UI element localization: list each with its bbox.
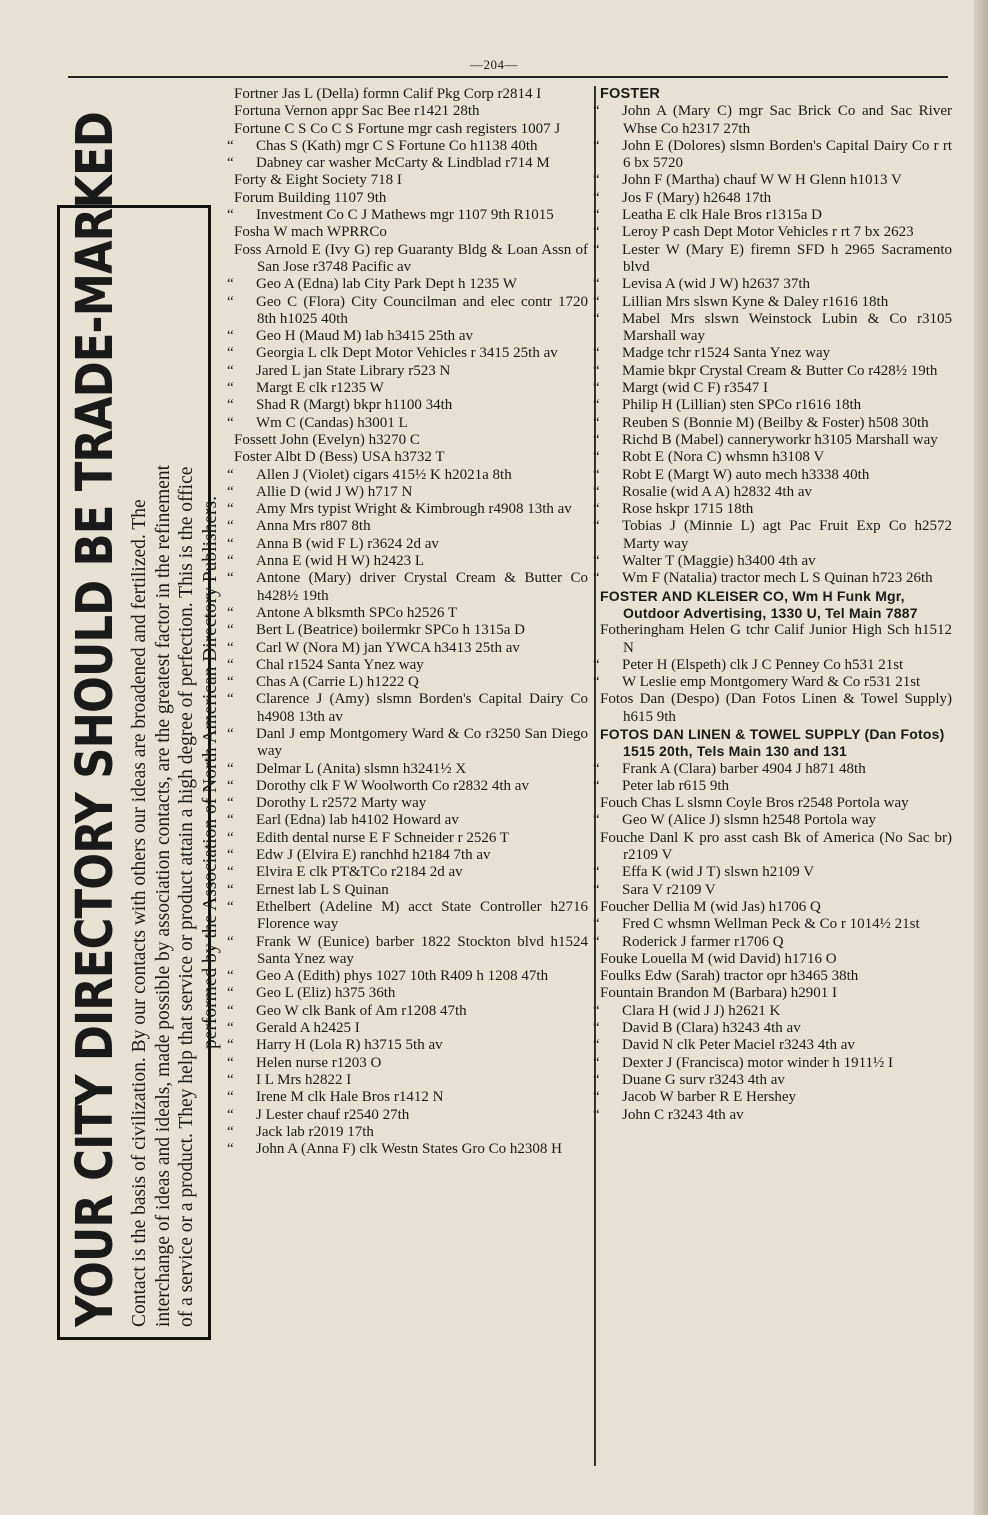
ditto-mark: “ bbox=[227, 535, 234, 552]
directory-entry bbox=[227, 570, 588, 605]
entry-text: Elvira E clk PT&TCo r2184 2d av bbox=[256, 864, 463, 881]
entry-text: Anna Mrs r807 8th bbox=[256, 518, 371, 535]
entry-text: Bert L (Beatrice) boilermkr SPCo h 1315a D bbox=[256, 622, 525, 639]
entry-text: Earl (Edna) lab h4102 Howard av bbox=[256, 812, 459, 829]
directory-entry bbox=[593, 812, 952, 829]
entry-text: I L Mrs h2822 I bbox=[256, 1071, 352, 1088]
directory-entry bbox=[227, 604, 588, 622]
directory-entry bbox=[593, 293, 952, 311]
entry-text: John A (Mary C) mgr Sac Brick Co and Sac River Whse Co h2317 27th bbox=[622, 103, 952, 137]
ditto-mark: “ bbox=[227, 518, 234, 535]
entry-text: John E (Dolores) slsmn Borden's Capital Dairy Co r rt 6 bx 5720 bbox=[622, 137, 952, 172]
entry-text: Peter lab r615 9th bbox=[622, 777, 730, 794]
entry-text: John A (Anna F) clk Westn States Gro Co h2308 H bbox=[256, 1141, 563, 1158]
directory-entry bbox=[593, 397, 952, 414]
directory-entry bbox=[227, 155, 588, 172]
directory-entry: Fouch Chas L slsmn Coyle Bros r2548 Portola way bbox=[600, 795, 909, 812]
entry-text: Harry H (Lola R) h3715 5th av bbox=[256, 1037, 443, 1054]
entry-text: Geo C (Flora) City Councilman and elec contr 1720 8th h1025 40th bbox=[256, 293, 588, 327]
directory-entry bbox=[227, 985, 588, 1002]
entry-text: Margt (wid C F) r3547 I bbox=[622, 380, 768, 397]
ditto-mark: “ bbox=[227, 276, 234, 293]
directory-entry: Fortner Jas L (Della) formn Calif Pkg Corp r2814 I bbox=[234, 86, 542, 102]
entry-text: Antone A blksmth SPCo h2526 T bbox=[256, 604, 458, 621]
ditto-mark: “ bbox=[593, 1089, 600, 1106]
entry-text: Reuben S (Bonnie M) (Beilby & Foster) h508 30th bbox=[622, 414, 929, 431]
ditto-mark: “ bbox=[593, 1020, 600, 1037]
directory-entry bbox=[593, 570, 952, 587]
entry-text: Georgia L clk Dept Motor Vehicles r 3415 25th av bbox=[256, 345, 558, 362]
directory-entry bbox=[227, 674, 588, 691]
entry-text: Jos F (Mary) h2648 17th bbox=[622, 189, 772, 206]
directory-entry: Fossett John (Evelyn) h3270 C bbox=[234, 431, 420, 448]
directory-entry bbox=[227, 933, 588, 969]
entry-text: Jacob W barber R E Hershey bbox=[622, 1089, 796, 1106]
entry-text: Roderick J farmer r1706 Q bbox=[622, 933, 784, 950]
ditto-mark: “ bbox=[227, 691, 234, 708]
directory-entry bbox=[227, 639, 588, 657]
ditto-mark: “ bbox=[593, 812, 600, 829]
directory-entry bbox=[227, 483, 588, 501]
entry-text: Allie D (wid J W) h717 N bbox=[256, 483, 413, 500]
entry-text: Antone (Mary) driver Crystal Cream & Butter Co h428½ 19th bbox=[256, 570, 588, 604]
entry-text: Dabney car washer McCarty & Lindblad r714 M bbox=[256, 155, 550, 172]
directory-entry bbox=[227, 276, 588, 293]
entry-text: Ernest lab L S Quinan bbox=[256, 881, 389, 898]
entry-text: Delmar L (Anita) slsmn h3241½ X bbox=[256, 760, 467, 777]
business-listing: FOTOS DAN LINEN & TOWEL SUPPLY (Dan Fotos) 1515 20th, Tels Main 130 and 131 bbox=[600, 725, 945, 760]
entry-text: Jack lab r2019 17th bbox=[256, 1123, 374, 1140]
ditto-mark: “ bbox=[227, 760, 234, 777]
directory-entry bbox=[227, 1054, 588, 1072]
entry-text: Edith dental nurse E F Schneider r 2526 T bbox=[256, 829, 510, 846]
directory-entry bbox=[593, 881, 952, 899]
directory-entry bbox=[593, 241, 952, 277]
directory-entry bbox=[227, 829, 588, 847]
directory-entry bbox=[227, 553, 588, 570]
directory-entry: Fortune C S Co C S Fortune mgr cash registers 1007 J bbox=[234, 120, 561, 137]
ditto-mark: “ bbox=[227, 1106, 234, 1123]
ditto-mark: “ bbox=[593, 207, 600, 224]
entry-text: David N clk Peter Maciel r3243 4th av bbox=[622, 1037, 855, 1054]
entry-text: Chas S (Kath) mgr C S Fortune Co h1138 40th bbox=[256, 137, 538, 154]
ditto-mark: “ bbox=[227, 933, 234, 950]
entry-text: Geo L (Eliz) h375 36th bbox=[256, 985, 396, 1002]
directory-entry: Fotos Dan (Despo) (Dan Fotos Linen & Towel Supply) h615 9th bbox=[600, 691, 952, 725]
entry-text: W Leslie emp Montgomery Ward & Co r531 21st bbox=[622, 674, 921, 691]
directory-entry bbox=[593, 449, 952, 466]
directory-entry bbox=[593, 380, 952, 397]
entry-text: Chas A (Carrie L) h1222 Q bbox=[256, 674, 419, 691]
directory-entry bbox=[227, 518, 588, 535]
entry-text: Madge tchr r1524 Santa Ynez way bbox=[622, 345, 831, 362]
entry-text: Fred C whsmn Wellman Peck & Co r 1014½ 21st bbox=[622, 916, 920, 933]
ditto-mark: “ bbox=[593, 570, 600, 587]
directory-entry bbox=[227, 812, 588, 829]
ditto-mark: “ bbox=[593, 518, 600, 535]
directory-entry bbox=[593, 777, 952, 795]
directory-entry bbox=[593, 1054, 952, 1072]
ditto-mark: “ bbox=[593, 276, 600, 293]
directory-entry bbox=[593, 276, 952, 293]
entry-text: Anna B (wid F L) r3624 2d av bbox=[256, 535, 439, 552]
ditto-mark: “ bbox=[227, 1054, 234, 1071]
directory-entry bbox=[593, 137, 952, 173]
directory-entry bbox=[227, 1071, 588, 1089]
entry-text: Geo W clk Bank of Am r1208 47th bbox=[256, 1002, 467, 1019]
directory-entry bbox=[593, 224, 952, 241]
directory-entry bbox=[227, 397, 588, 414]
ditto-mark: “ bbox=[593, 1037, 600, 1054]
ditto-mark: “ bbox=[593, 881, 600, 898]
directory-entry bbox=[227, 691, 588, 726]
directory-entry bbox=[227, 777, 588, 795]
ditto-mark: “ bbox=[593, 1071, 600, 1088]
ditto-mark: “ bbox=[593, 103, 600, 120]
directory-entry bbox=[227, 725, 588, 761]
directory-entry bbox=[227, 1037, 588, 1054]
entry-text: Sara V r2109 V bbox=[622, 881, 716, 898]
ditto-mark: “ bbox=[593, 431, 600, 448]
directory-entry bbox=[593, 656, 952, 674]
entry-text: Tobias J (Minnie L) agt Pac Fruit Exp Co h2572 Marty way bbox=[622, 518, 952, 552]
ditto-mark: “ bbox=[227, 898, 234, 915]
directory-entry bbox=[593, 362, 952, 380]
entry-text: John F (Martha) chauf W W H Glenn h1013 V bbox=[622, 172, 902, 189]
ditto-mark: “ bbox=[227, 207, 234, 224]
directory-entry bbox=[227, 293, 588, 329]
ditto-mark: “ bbox=[227, 553, 234, 570]
advertisement-headline: YOUR CITY DIRECTORY SHOULD BE TRADE-MARKED bbox=[66, 112, 125, 1327]
ditto-mark: “ bbox=[593, 224, 600, 241]
ditto-mark: “ bbox=[593, 483, 600, 500]
directory-entry bbox=[227, 760, 588, 778]
directory-entry bbox=[593, 553, 952, 570]
directory-entry bbox=[227, 1123, 588, 1141]
entry-text: Mamie bkpr Crystal Cream & Butter Co r428½ 19th bbox=[622, 362, 938, 379]
ditto-mark: “ bbox=[227, 829, 234, 846]
left-listing-column bbox=[227, 86, 588, 1158]
entry-text: David B (Clara) h3243 4th av bbox=[622, 1020, 801, 1037]
directory-entry: Fouche Danl K pro asst cash Bk of America (No Sac br) r2109 V bbox=[600, 829, 952, 864]
advertisement-line: Contact is the basis of civilization. By our contacts with others our ideas are broadened and fertilized. The bbox=[129, 499, 150, 1327]
directory-entry bbox=[593, 674, 952, 691]
entry-text: Allen J (Violet) cigars 415½ K h2021a 8th bbox=[256, 466, 512, 483]
ditto-mark: “ bbox=[227, 362, 234, 379]
ditto-mark: “ bbox=[593, 397, 600, 414]
advertisement-line: performed by the Association of North American Directory Publishers. bbox=[199, 496, 221, 1049]
ditto-mark: “ bbox=[593, 674, 600, 691]
directory-entry: Forty & Eight Society 718 I bbox=[234, 172, 402, 189]
surname-heading: FOSTER bbox=[600, 86, 661, 102]
directory-entry: Fountain Brandon M (Barbara) h2901 I bbox=[600, 985, 838, 1002]
directory-entry bbox=[593, 518, 952, 553]
directory-entry bbox=[227, 207, 588, 224]
directory-entry: Foss Arnold E (Ivy G) rep Guaranty Bldg & Loan Assn of San Jose r3748 Pacific av bbox=[234, 241, 588, 275]
entry-text: Walter T (Maggie) h3400 4th av bbox=[622, 553, 816, 570]
page-number: —204— bbox=[470, 57, 518, 72]
ditto-mark: “ bbox=[227, 1037, 234, 1054]
directory-entry: Fotheringham Helen G tchr Calif Junior High Sch h1512 N bbox=[600, 622, 952, 656]
page-edge bbox=[974, 0, 988, 1515]
entry-text: Wm C (Candas) h3001 L bbox=[256, 414, 408, 431]
entry-text: Geo A (Edna) lab City Park Dept h 1235 W bbox=[256, 276, 517, 293]
entry-text: Effa K (wid J T) slswn h2109 V bbox=[622, 864, 815, 881]
ditto-mark: “ bbox=[593, 449, 600, 466]
directory-entry bbox=[227, 1089, 588, 1106]
entry-text: Geo H (Maud M) lab h3415 25th av bbox=[256, 328, 474, 345]
entry-text: Robt E (Nora C) whsmn h3108 V bbox=[622, 449, 825, 466]
entry-text: Margt E clk r1235 W bbox=[256, 380, 384, 397]
directory-entry bbox=[593, 483, 952, 501]
ditto-mark: “ bbox=[593, 362, 600, 379]
ditto-mark: “ bbox=[593, 760, 600, 777]
ditto-mark: “ bbox=[227, 483, 234, 500]
directory-entry bbox=[227, 501, 588, 518]
ditto-mark: “ bbox=[227, 570, 234, 587]
ditto-mark: “ bbox=[593, 864, 600, 881]
ditto-mark: “ bbox=[593, 380, 600, 397]
ditto-mark: “ bbox=[227, 1002, 234, 1019]
entry-text: Carl W (Nora M) jan YWCA h3413 25th av bbox=[256, 639, 520, 656]
entry-text: Helen nurse r1203 O bbox=[256, 1054, 382, 1071]
entry-text: Levisa A (wid J W) h2637 37th bbox=[622, 276, 811, 293]
ditto-mark: “ bbox=[593, 553, 600, 570]
ditto-mark: “ bbox=[227, 414, 234, 431]
directory-entry bbox=[227, 137, 588, 155]
directory-entry bbox=[593, 864, 952, 881]
directory-entry bbox=[593, 207, 952, 224]
entry-text: Philip H (Lillian) sten SPCo r1616 18th bbox=[622, 397, 862, 414]
top-rule bbox=[68, 76, 948, 78]
ditto-mark: “ bbox=[593, 501, 600, 518]
ditto-mark: “ bbox=[227, 674, 234, 691]
directory-entry bbox=[593, 1106, 952, 1124]
directory-entry: Foster Albt D (Bess) USA h3732 T bbox=[234, 449, 445, 466]
entry-text: Mabel Mrs slswn Weinstock Lubin & Co r3105 Marshall way bbox=[622, 310, 952, 345]
right-listing-column bbox=[593, 86, 952, 1124]
ditto-mark: “ bbox=[227, 1071, 234, 1088]
ditto-mark: “ bbox=[593, 310, 600, 327]
entry-text: Anna E (wid H W) h2423 L bbox=[256, 553, 425, 570]
directory-entry bbox=[227, 466, 588, 484]
ditto-mark: “ bbox=[593, 916, 600, 933]
directory-entry bbox=[227, 656, 588, 674]
ditto-mark: “ bbox=[227, 795, 234, 812]
ditto-mark: “ bbox=[227, 397, 234, 414]
directory-entry bbox=[227, 898, 588, 934]
directory-entry bbox=[593, 189, 952, 207]
directory-entry bbox=[227, 1020, 588, 1037]
directory-entry bbox=[593, 466, 952, 484]
entry-text: Peter H (Elspeth) clk J C Penney Co h531 21st bbox=[622, 656, 904, 673]
entry-text: John C r3243 4th av bbox=[622, 1106, 744, 1123]
ditto-mark: “ bbox=[593, 1054, 600, 1071]
directory-entry bbox=[593, 103, 952, 138]
ditto-mark: “ bbox=[227, 968, 234, 985]
directory-entry bbox=[593, 1089, 952, 1106]
ditto-mark: “ bbox=[227, 622, 234, 639]
ditto-mark: “ bbox=[227, 639, 234, 656]
directory-entry bbox=[227, 414, 588, 432]
ditto-mark: “ bbox=[227, 328, 234, 345]
directory-entry: Forum Building 1107 9th bbox=[234, 189, 387, 206]
directory-entry bbox=[593, 1071, 952, 1089]
ditto-mark: “ bbox=[593, 241, 600, 258]
directory-entry bbox=[593, 760, 952, 778]
ditto-mark: “ bbox=[227, 155, 234, 172]
ditto-mark: “ bbox=[593, 345, 600, 362]
entry-text: Irene M clk Hale Bros r1412 N bbox=[256, 1089, 444, 1106]
ditto-mark: “ bbox=[227, 985, 234, 1002]
directory-entry: Foucher Dellia M (wid Jas) h1706 Q bbox=[600, 898, 821, 915]
ditto-mark: “ bbox=[227, 1089, 234, 1106]
ditto-mark: “ bbox=[227, 864, 234, 881]
ditto-mark: “ bbox=[227, 656, 234, 673]
directory-entry bbox=[227, 535, 588, 553]
entry-text: Chal r1524 Santa Ynez way bbox=[256, 656, 424, 673]
directory-entry bbox=[593, 1002, 952, 1020]
entry-text: Ethelbert (Adeline M) acct State Controller h2716 Florence way bbox=[256, 898, 588, 933]
entry-text: Leroy P cash Dept Motor Vehicles r rt 7 bx 2623 bbox=[622, 224, 914, 241]
ditto-mark: “ bbox=[227, 881, 234, 898]
entry-text: Dorothy L r2572 Marty way bbox=[256, 795, 427, 812]
directory-entry bbox=[227, 622, 588, 639]
directory-entry: Foulks Edw (Sarah) tractor opr h3465 38th bbox=[600, 968, 859, 985]
directory-entry bbox=[593, 916, 952, 933]
ditto-mark: “ bbox=[227, 604, 234, 621]
entry-text: Wm F (Natalia) tractor mech L S Quinan h723 26th bbox=[622, 570, 933, 587]
directory-entry bbox=[593, 414, 952, 432]
ditto-mark: “ bbox=[593, 1002, 600, 1019]
entry-text: Amy Mrs typist Wright & Kimbrough r4908 13th av bbox=[256, 501, 572, 518]
ditto-mark: “ bbox=[593, 293, 600, 310]
entry-text: Dorothy clk F W Woolworth Co r2832 4th av bbox=[256, 777, 529, 794]
entry-text: Jared L jan State Library r523 N bbox=[256, 362, 451, 379]
ditto-mark: “ bbox=[593, 466, 600, 483]
directory-entry bbox=[227, 968, 588, 985]
directory-entry bbox=[593, 501, 952, 518]
directory-entry bbox=[593, 431, 952, 449]
ditto-mark: “ bbox=[227, 847, 234, 864]
ditto-mark: “ bbox=[593, 656, 600, 673]
entry-text: Frank W (Eunice) barber 1822 Stockton blvd h1524 Santa Ynez way bbox=[256, 933, 588, 967]
directory-entry: Fosha W mach WPRRCo bbox=[234, 224, 387, 241]
directory-entry: Fouke Louella M (wid David) h1716 O bbox=[600, 950, 837, 967]
ditto-mark: “ bbox=[593, 414, 600, 431]
directory-entry bbox=[227, 864, 588, 881]
ditto-mark: “ bbox=[227, 725, 234, 742]
entry-text: Rose hskpr 1715 18th bbox=[622, 501, 754, 518]
ditto-mark: “ bbox=[227, 380, 234, 397]
directory-entry bbox=[227, 795, 588, 812]
entry-text: Duane G surv r3243 4th av bbox=[622, 1071, 785, 1088]
directory-entry bbox=[227, 380, 588, 397]
entry-text: Frank A (Clara) barber 4904 J h871 48th bbox=[622, 760, 866, 777]
directory-entry bbox=[593, 933, 952, 951]
ditto-mark: “ bbox=[593, 933, 600, 950]
directory-entry bbox=[227, 881, 588, 899]
entry-text: Robt E (Margt W) auto mech h3338 40th bbox=[622, 466, 870, 483]
ditto-mark: “ bbox=[227, 345, 234, 362]
entry-text: Lester W (Mary E) firemn SFD h 2965 Sacramento blvd bbox=[622, 241, 952, 275]
ditto-mark: “ bbox=[593, 137, 600, 154]
ditto-mark: “ bbox=[227, 812, 234, 829]
entry-text: Clarence J (Amy) slsmn Borden's Capital Dairy Co h4908 13th av bbox=[256, 691, 588, 725]
directory-entry bbox=[593, 310, 952, 346]
advertisement-body bbox=[128, 218, 222, 1327]
entry-text: J Lester chauf r2540 27th bbox=[256, 1106, 410, 1123]
ditto-mark: “ bbox=[227, 1123, 234, 1140]
entry-text: Danl J emp Montgomery Ward & Co r3250 San Diego way bbox=[256, 725, 588, 760]
ditto-mark: “ bbox=[593, 189, 600, 206]
ditto-mark: “ bbox=[227, 1020, 234, 1037]
ditto-mark: “ bbox=[227, 137, 234, 154]
directory-entry bbox=[227, 328, 588, 345]
entry-text: Shad R (Margt) bkpr h1100 34th bbox=[256, 397, 453, 414]
ditto-mark: “ bbox=[227, 501, 234, 518]
directory-entry bbox=[227, 1141, 588, 1158]
directory-entry bbox=[593, 172, 952, 189]
advertisement-line: of a service or a product. They help that service or product attain a high degree of perfection. This is the office bbox=[176, 466, 197, 1327]
directory-entry bbox=[227, 847, 588, 864]
directory-entry bbox=[593, 1020, 952, 1037]
ditto-mark: “ bbox=[593, 777, 600, 794]
ditto-mark: “ bbox=[227, 466, 234, 483]
ditto-mark: “ bbox=[227, 293, 234, 310]
directory-entry bbox=[593, 345, 952, 362]
entry-text: Gerald A h2425 I bbox=[256, 1020, 360, 1037]
business-listing: FOSTER AND KLEISER CO, Wm H Funk Mgr, Outdoor Advertising, 1330 U, Tel Main 7887 bbox=[600, 587, 918, 621]
ditto-mark: “ bbox=[227, 777, 234, 794]
directory-entry: Fortuna Vernon appr Sac Bee r1421 28th bbox=[234, 103, 480, 120]
directory-entry bbox=[227, 362, 588, 380]
directory-entry bbox=[227, 345, 588, 362]
entry-text: Lillian Mrs slswn Kyne & Daley r1616 18th bbox=[622, 293, 889, 310]
entry-text: Geo W (Alice J) slsmn h2548 Portola way bbox=[622, 812, 876, 829]
entry-text: Rosalie (wid A A) h2832 4th av bbox=[622, 483, 812, 500]
entry-text: Investment Co C J Mathews mgr 1107 9th R1015 bbox=[256, 207, 554, 224]
trademark-advertisement bbox=[57, 112, 221, 1340]
entry-text: Geo A (Edith) phys 1027 10th R409 h 1208 47th bbox=[256, 968, 549, 985]
directory-entry bbox=[227, 1106, 588, 1124]
ditto-mark: “ bbox=[593, 1106, 600, 1123]
directory-entry bbox=[593, 1037, 952, 1054]
ditto-mark: “ bbox=[227, 1141, 234, 1158]
entry-text: Leatha E clk Hale Bros r1315a D bbox=[622, 207, 822, 224]
advertisement-line: interchange of ideas and ideals, made possible by association contacts, are the greatest factor in the refinement bbox=[152, 465, 174, 1327]
entry-text: Edw J (Elvira E) ranchhd h2184 7th av bbox=[256, 847, 491, 864]
entry-text: Richd B (Mabel) canneryworkr h3105 Marshall way bbox=[622, 431, 938, 448]
entry-text: Dexter J (Francisca) motor winder h 1911½ I bbox=[622, 1054, 894, 1071]
ditto-mark: “ bbox=[593, 172, 600, 189]
directory-entry bbox=[227, 1002, 588, 1020]
entry-text: Clara H (wid J J) h2621 K bbox=[622, 1002, 781, 1019]
